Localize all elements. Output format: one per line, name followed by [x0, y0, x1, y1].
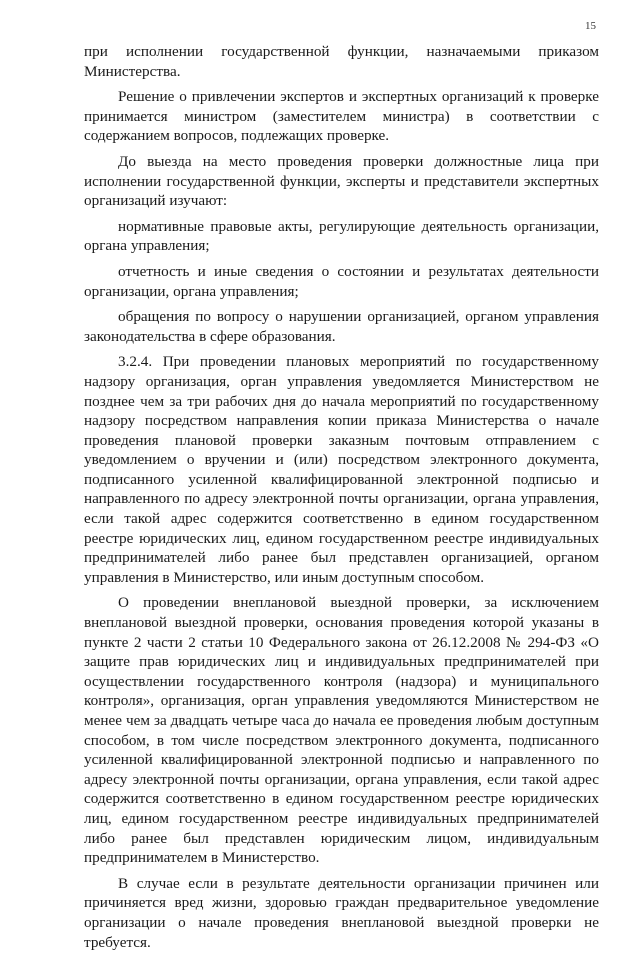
paragraph: Решение о привлечении экспертов и экспертных организаций к проверке принимается министром (заместителем министра) в соответствии с содержанием вопросов, подлежащих проверке. [84, 88, 599, 145]
paragraph: В случае если в результате деятельности организации причинен или причиняется вред жизни, здоровью граждан предварительное уведомление организации о начале проведения внеплановой выездной проверки не требуется. [84, 874, 599, 951]
paragraph: при исполнении государственной функции, назначаемыми приказом Министерства. [84, 43, 599, 80]
paragraph: обращения по вопросу о нарушении организацией, органом управления законодательства в сфере образования. [84, 308, 599, 345]
paragraph: До выезда на место проведения проверки должностные лица при исполнении государственной функции, эксперты и представители экспертных организаций изучают: [84, 152, 599, 210]
document-body [84, 42, 599, 958]
page-number: 15 [585, 20, 596, 32]
paragraph: отчетность и иные сведения о состоянии и результатах деятельности организации, органа управления; [84, 262, 599, 300]
paragraph: 3.2.4. При проведении плановых мероприятий по государственному надзору организация, орган управления уведомляется Министерством не позднее чем за три рабочих дня до начала мероприятий по государственному надзору посредством направления копии приказа Министерства о начале проведения плановой проверки заказным почтовым отправлением с уведомлением о вручении и (или) посредством электронного документа, подписанного усиленной квалифицированной электронной подписью и направленного по адресу электронной почты организации, органа управления, если такой адрес содержится соответственно в едином государственном реестре юридических лиц, едином государственном реестре индивидуальных предпринимателей либо ранее был представлен организацией, органом управления в Министерство, или иным доступным способом. [84, 353, 599, 586]
paragraph: О проведении внеплановой выездной проверки, за исключением внеплановой выездной проверки, основания проведения которой указаны в пункте 2 части 2 статьи 10 Федерального закона от 26.12.2008 № 294-ФЗ «О защите прав юридических лиц и индивидуальных предпринимателей при осуществлении государственного контроля (надзора) и муниципального контроля», организация, орган управления уведомляются Министерством не менее чем за двадцать четыре часа до начала ее проведения любым доступным способом, в том числе посредством электронного документа, подписанного усиленной квалифицированной электронной подписью и направленного по адресу электронной почты организации, органа управления, если такой адрес содержится соответственно в едином государственном реестре юридических лиц, едином государственном реестре индивидуальных предпринимателей либо ранее был представлен юридическим лицом, индивидуальным предпринимателем в Министерство. [84, 594, 599, 867]
paragraph: нормативные правовые акты, регулирующие деятельность организации, органа управления; [84, 217, 599, 255]
